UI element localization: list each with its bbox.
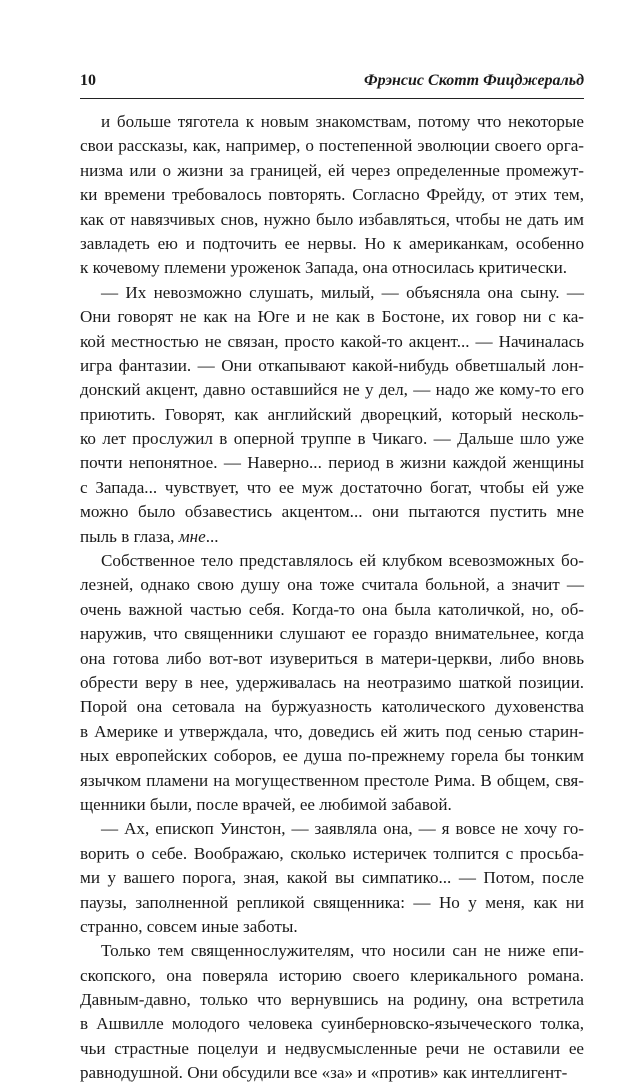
text-line-content: Порой она сетовала на буржуазность католического духовенства [80,697,584,717]
text-line [80,208,584,232]
text-line [80,1012,584,1036]
text-line [80,720,584,744]
text-line [80,744,584,768]
text-line [80,476,584,500]
text-line-content: обрести веру в нее, удерживалась на неотразимо шаткой позиции. [80,672,584,692]
text-line-content: ных европейских соборов, ее душа по-прежнему горела бы тонким [80,746,584,766]
text-line-content: кой местностью не связан, просто какой-то акцент... — Начиналась [80,331,584,351]
text-line [80,159,584,183]
text-line-content: — Ах, епископ Уинстон, — заявляла она, — я вовсе не хочу го- [101,819,584,839]
text-line-content: ко лет прослужил в оперной труппе в Чикаго. — Дальше шло уже [80,429,584,449]
text-line-content: очень важной частью себя. Когда-то она была католичкой, но, об- [80,599,584,619]
text-line-content: с Запада... чувствует, что ее муж достаточно богат, чтобы ей уже [80,477,584,497]
text-line-content: игра фантазии. — Они откапывают какой-нибудь обветшалый лон- [80,355,584,375]
text-line [80,549,584,573]
text-line-content: чьи страстные поцелуи и недвусмысленные речи не оставили ее [80,1038,584,1058]
text-line [80,500,584,524]
text-line-content: Собственное тело представлялось ей клубком всевозможных бо- [101,551,584,571]
text-line-content: Только тем священнослужителям, что носили сан не ниже епи- [101,941,584,961]
text-line [80,1061,584,1085]
text-line-content: — Их невозможно слушать, милый, — объясняла она сыну. — [101,282,584,302]
text-line-content: Давным-давно, только что вернувшись на родину, она встретила [80,990,584,1010]
text-line-content: Они говорят не как на Юге и не как в Бостоне, их говор ни с ка- [80,307,584,327]
text-line [80,622,584,646]
text-line [80,110,584,134]
text-line-content: низма или о жизни за границей, ей через определенные промежут- [80,160,584,180]
text-line-content: равнодушной. Они обсудили все «за» и «против» как интеллигент- [80,1063,568,1083]
text-line [80,403,584,427]
text-line [80,525,584,549]
text-line [80,354,584,378]
text-line [80,817,584,841]
paragraph [80,110,584,281]
text-line-content: язычком пламени на могущественном престоле Рима. В общем, свя- [80,770,584,790]
italic-word: мне [178,526,206,546]
text-line [80,427,584,451]
text-line-content: можно было обзавестись акцентом... они пытаются пустить мне [80,502,584,522]
text-line [80,671,584,695]
text-line-content: завладеть ею и подточить ее нервы. Но к американкам, особенно [80,233,584,253]
text-line [80,1037,584,1061]
text-line [80,866,584,890]
text-line [80,793,584,817]
paragraph [80,817,584,939]
text-line-content: к кочевому племени уроженок Запада, она относилась критически. [80,258,568,278]
text-line [80,183,584,207]
paragraph [80,281,584,549]
text-line-content: наружив, что священники слушают ее гораздо внимательнее, когда [80,624,584,644]
text-line [80,891,584,915]
text-line [80,939,584,963]
text-line [80,451,584,475]
text-line [80,232,584,256]
text-line-content: свои рассказы, как, например, о постепенной эволюции своего орга- [80,136,584,156]
line-tail: ... [205,526,219,546]
text-line [80,915,584,939]
text-line-content: скопского, она поверяла историю своего клерикального романа. [80,965,584,985]
text-line [80,378,584,402]
text-line-content: в Америке и утверждала, что, доведись ей жить под сенью старин- [80,721,584,741]
text-line [80,842,584,866]
text-line [80,964,584,988]
text-line [80,134,584,158]
text-line-content: ворить о себе. Воображаю, сколько истеричек толпится с просьба- [80,843,584,863]
text-line-content: и больше тяготела к новым знакомствам, потому что некоторые [101,112,584,131]
text-line [80,256,584,280]
text-line [80,305,584,329]
text-line-content: щенники были, после врачей, ее любимой забавой. [80,794,452,814]
text-line [80,769,584,793]
text-line-content: странно, совсем иные заботы. [80,916,298,936]
text-line [80,988,584,1012]
text-line [80,695,584,719]
text-line-content: донский акцент, давно оставшийся не у дел, — надо же кому-то его [80,380,584,400]
text-line [80,647,584,671]
page-number: 10 [80,72,96,89]
text-line [80,598,584,622]
text-line-content: приютить. Говорят, как английский дворецкий, который несколь- [80,404,584,424]
body-text [80,110,584,1086]
text-line [80,573,584,597]
text-line [80,281,584,305]
text-line [80,330,584,354]
text-line-content: пыль в глаза, [80,526,175,546]
text-line-content: паузы, заполненной репликой священника: — Но у меня, как ни [80,892,584,912]
paragraph [80,939,584,1085]
text-line-content: в Ашвилле молодого человека суинберновско-язычеческого толка, [80,1014,584,1034]
text-line-content: лезней, однако свою душу она тоже считала больной, а значит — [80,575,584,595]
text-line-content: как от навязчивых снов, нужно было избавляться, чтобы не дать им [80,209,584,229]
header-divider [80,98,584,99]
paragraph [80,549,584,817]
text-line-content: ки времени требовалось повторять. Согласно Фрейду, от этих тем, [80,185,584,205]
text-line-content: почти непонятное. — Наверно... период в жизни каждой женщины [80,453,584,473]
running-title: Фрэнсис Скотт Фицджеральд [364,72,584,89]
text-line-content: ми у вашего порога, зная, какой вы симпатико... — Потом, после [80,868,584,888]
text-line-content: она готова либо вот-вот изувериться в матери-церкви, либо вновь [80,648,584,668]
